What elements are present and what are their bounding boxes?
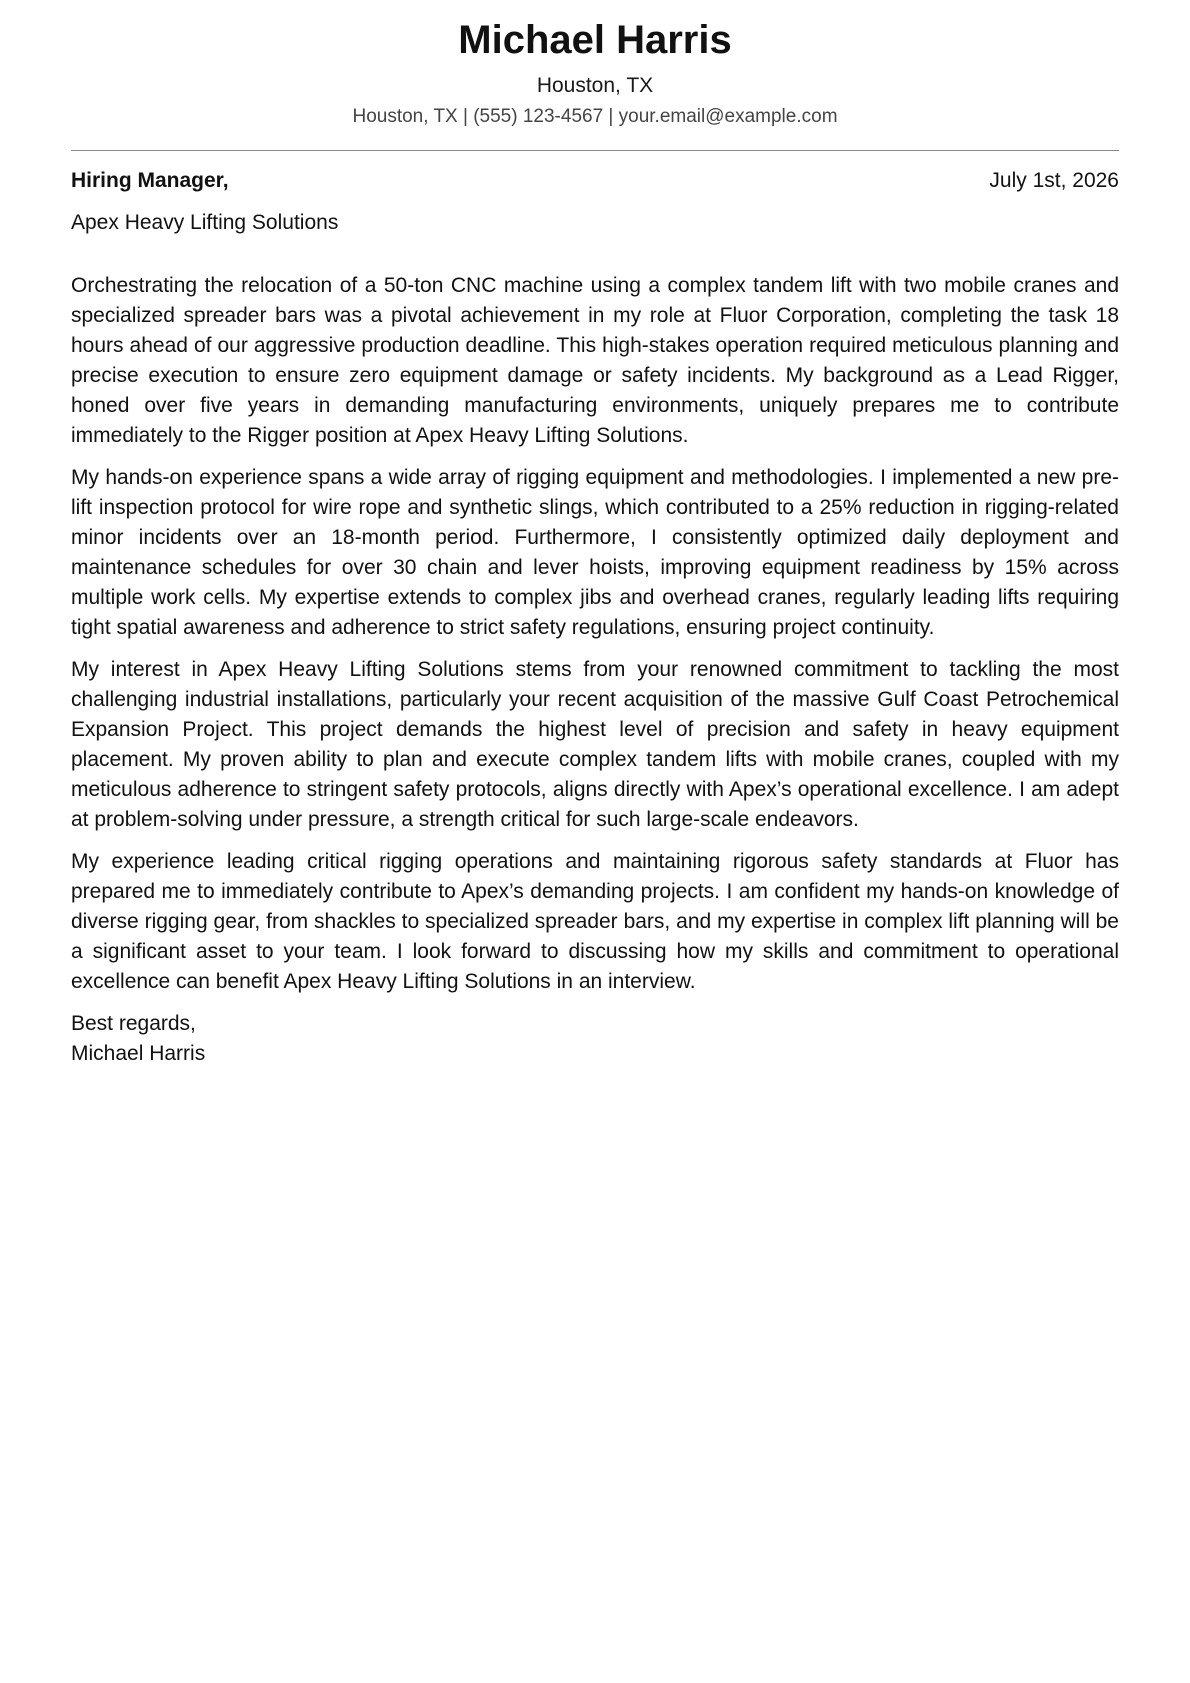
signature-name: Michael Harris (71, 1042, 206, 1065)
recipient-company: Apex Heavy Lifting Solutions (71, 211, 339, 234)
recipient-salutation: Hiring Manager, (71, 169, 229, 192)
body-paragraph-3: My interest in Apex Heavy Lifting Solutions stems from your renowned commitment to tackling the most challenging industrial installations, particularly your recent acquisition of the massive Gulf Coast Petrochemical Expansion Project. This project demands the highest level of precision and safety in heavy equipment placement. My proven ability to plan and execute complex tandem lifts with mobile cranes, coupled with my meticulous adherence to stringent safety protocols, aligns directly with Apex’s operational excellence. I am adept at problem-solving under pressure, a strength critical for such large-scale endeavors. (71, 658, 1119, 831)
letter-date: July 1st, 2026 (989, 169, 1119, 192)
recipient-date-row (71, 167, 1119, 195)
sender-name: Michael Harris (458, 18, 732, 62)
letter-body (71, 271, 1119, 997)
letter-header (71, 0, 1119, 130)
closing-phrase: Best regards, (71, 1012, 196, 1035)
header-divider (71, 150, 1119, 151)
body-paragraph-2: My hands-on experience spans a wide array of rigging equipment and methodologies. I implemented a new pre-lift inspection protocol for wire rope and synthetic slings, which contributed to a 25% reduction in rigging-related minor incidents over an 18-month period. Furthermore, I consistently optimized daily deployment and maintenance schedules for over 30 chain and lever hoists, improving equipment readiness by 15% across multiple work cells. My expertise extends to complex jibs and overhead cranes, regularly leading lifts requiring tight spatial awareness and adherence to strict safety regulations, ensuring project continuity. (71, 466, 1119, 639)
sender-location: Houston, TX (536, 74, 654, 97)
body-paragraph-4: My experience leading critical rigging operations and maintaining rigorous safety standards at Fluor has prepared me to immediately contribute to Apex’s demanding projects. I am confident my hands-on knowledge of diverse rigging gear, from shackles to specialized spreader bars, and my expertise in complex lift planning will be a significant asset to your team. I look forward to discussing how my skills and commitment to operational excellence can benefit Apex Heavy Lifting Solutions in an interview. (71, 850, 1119, 993)
sender-contact-line: Houston, TX | (555) 123-4567 | your.email@example.com (352, 106, 838, 127)
letter-closing (71, 1009, 1119, 1069)
body-paragraph-1: Orchestrating the relocation of a 50-ton CNC machine using a complex tandem lift with two mobile cranes and specialized spreader bars was a pivotal achievement in my role at Fluor Corporation, completing the task 18 hours ahead of our aggressive production deadline. This high-stakes operation required meticulous planning and precise execution to ensure zero equipment damage or safety incidents. My background as a Lead Rigger, honed over five years in demanding manufacturing environments, uniquely prepares me to contribute immediately to the Rigger position at Apex Heavy Lifting Solutions. (71, 274, 1119, 447)
